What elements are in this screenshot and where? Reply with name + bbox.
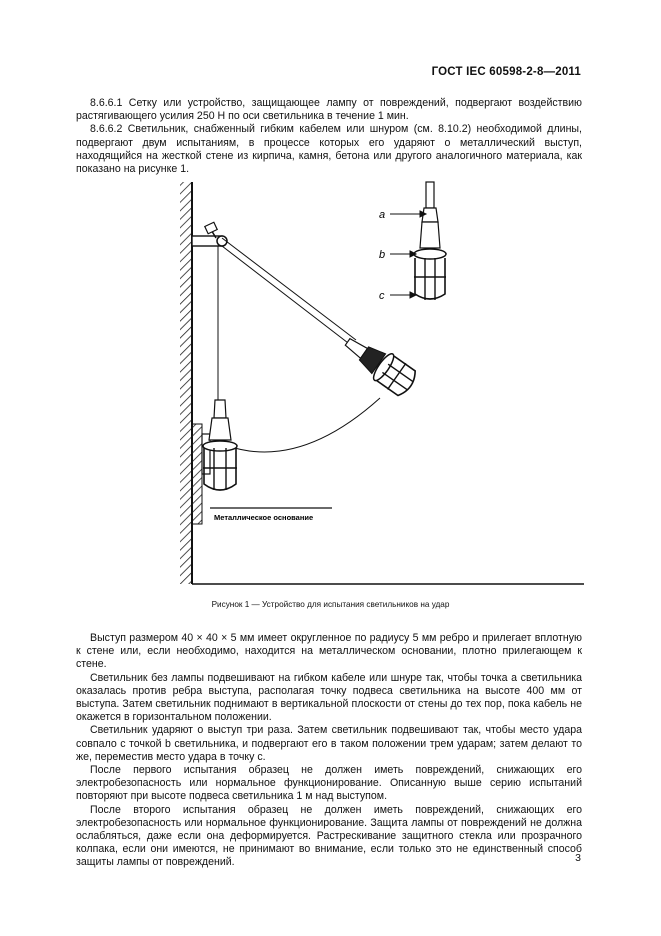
figure-caption: Рисунок 1 — Устройство для испытания светильников на удар (211, 600, 450, 609)
wall (180, 182, 584, 584)
clause-8-6-6-1: 8.6.6.1 Сетку или устройство, защищающее лампу от повреждений, подвергают воздействию растягивающего усилия 250 Н по оси светильника в течение 1 мин. (76, 97, 582, 123)
body-paragraph-2: Светильник без лампы подвешивают на гибком кабеле или шнуре так, чтобы точка a светильника оказалась против ребра выступа, располагая точку подвеса светильника на высоте 400 мм от выступа. Затем светильник поднимают в вертикальной плоскости от стены до тех пор, пока кабель не окажется в горизонтальном положении. (76, 671, 582, 724)
raised-luminaire (338, 329, 419, 399)
body-paragraph-5: После второго испытания образец не должен иметь повреждений, снижающих его электробезопасность или нормальное функционирование. Защита лампы от повреждений не должна ослабляться, даже если она деформируется. Растрескивание защитного стекла или прозрачного колпака, если они имеются, не принимают во внимание, если только это не единственный способ защиты лампы от повреждений. (76, 803, 582, 869)
reference-luminaire (414, 182, 446, 300)
document-header: ГОСТ IEC 60598-2-8—2011 (431, 66, 581, 78)
body-paragraph-1: Выступ размером 40 × 40 × 5 мм имеет округленное по радиусу 5 мм ребро и прилегает вплотную к стене или, если необходимо, находится на металлическом основании, плотно прилегающем к стене. (76, 632, 582, 671)
raised-cable (222, 238, 356, 346)
label-a: a (379, 209, 386, 221)
suspension-bracket (192, 222, 227, 246)
page-number: 3 (575, 852, 581, 864)
metal-base-label: Металлическое основание (214, 513, 314, 522)
label-c: c (379, 290, 385, 302)
body-paragraph-3: Светильник ударяют о выступ три раза. Затем светильник подвешивают так, чтобы место удара совпало с точкой b светильника, и подвергают его в таком положении трем ударам; затем делают то же, переместив место удара в точку c. (76, 724, 582, 763)
body-section (76, 632, 582, 870)
clause-8-6-6-2: 8.6.6.2 Светильник, снабженный гибким кабелем или шнуром (см. 8.10.2) необходимой длины, подвергают двум испытаниям, в процессе которых его ударяют о металлический выступ, находящийся на жесткой стене из кирпича, камня, бетона или другого аналогичного материала, как показано на рисунке 1. (76, 123, 582, 176)
swing-arc (228, 398, 380, 452)
body-paragraph-4: После первого испытания образец не должен иметь повреждений, снижающих его электробезопасность или нормальное функционирование. Описанную выше серию испытаний повторяют при высоте подвеса светильника 1 м над выступом. (76, 764, 582, 803)
label-b: b (379, 249, 386, 261)
hanging-luminaire (203, 400, 237, 490)
